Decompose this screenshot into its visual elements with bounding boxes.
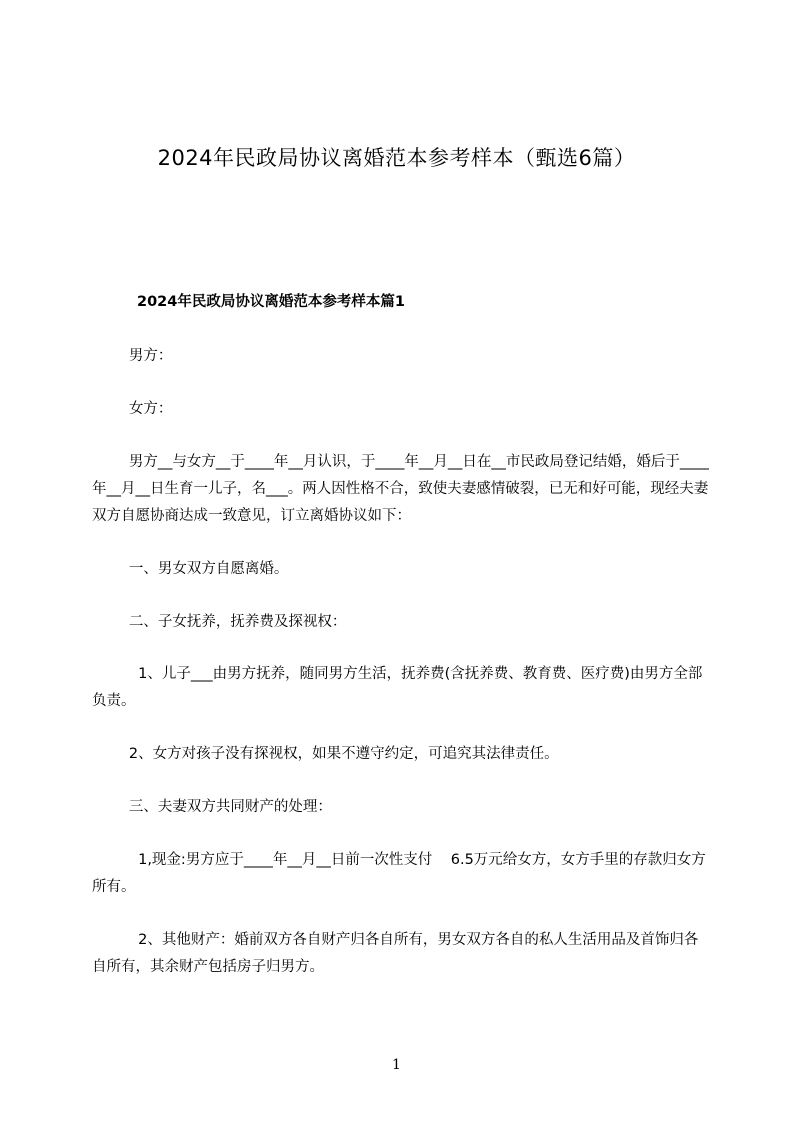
paragraph-clause-3-2: 2、其他财产：婚前双方各自财产归各自所有，男女双方各自的私人生活用品及首饰归各自所有，其余财产包括房子归男方。: [92, 932, 699, 975]
document-title: 2024年民政局协议离婚范本参考样本（甄选6篇）: [157, 146, 636, 170]
paragraph-male-party: 男方：: [92, 348, 173, 364]
paragraph-clause-2-2: 2、女方对孩子没有探视权，如果不遵守约定，可追究其法律责任。: [92, 746, 559, 762]
page-number: 1: [392, 1057, 401, 1073]
paragraph-clause-2-1: 1、儿子___由男方抚养，随同男方生活，抚养费(含抚养费、教育费、医疗费)由男方全部负责。: [92, 666, 703, 709]
paragraph-intro: 男方__与女方__于____年__月认识，于____年__月__日在__市民政局登记结婚，婚后于____年__月__日生育一儿子，名___。两人因性格不合，致使夫妻感情破裂，已无和好可能，现经夫妻双方自愿协商达成一致意见，订立离婚协议如下：: [92, 454, 709, 524]
paragraph-clause-3: 三、夫妻双方共同财产的处理：: [92, 799, 332, 815]
paragraph-clause-1: 一、男女双方自愿离婚。: [92, 561, 289, 577]
section-heading: 2024年民政局协议离婚范本参考样本篇1: [137, 294, 405, 310]
paragraph-clause-2: 二、子女抚养，抚养费及探视权：: [92, 614, 347, 630]
paragraph-female-party: 女方：: [92, 401, 173, 417]
paragraph-clause-3-1: 1,现金:男方应于____年__月__日前一次性支付 6.5万元给女方，女方手里的存款归女方所有。: [92, 852, 706, 895]
